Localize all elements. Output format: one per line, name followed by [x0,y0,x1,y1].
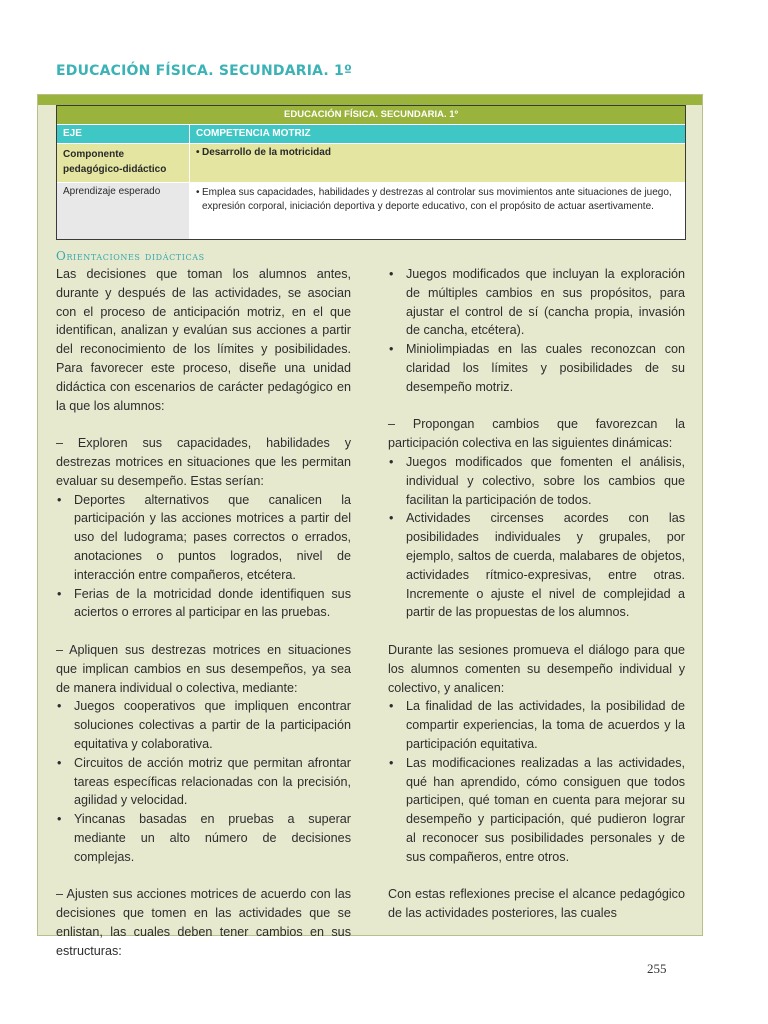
section-heading: Orientaciones didácticas [56,249,205,263]
competency-table [56,105,686,240]
explore-list [56,491,351,623]
list-item: • Las modificaciones realizadas a las actividades, qué han aprendido, cómo consiguen que todos participen, qué toman en cuenta para mejorar su desempeño y participación, qué pudieron lograr al reconocer sus posibilidades personales y de sus compañeros, entre otros. [389,755,685,864]
panel-top-band [38,95,702,105]
header-eje: EJE [57,125,189,143]
apply-intro: – Apliquen sus destrezas motrices en situaciones que implican cambios en sus desempeños, ya sea de manera individual o colectiva, mediante: [56,642,351,695]
apply-list [56,697,351,866]
aprendizaje-label: Aprendizaje esperado [57,183,189,239]
propose-list [388,453,685,622]
page-number: 255 [647,961,667,976]
list-item: • Miniolimpiadas en las cuales reconozcan con claridad los límites y posibilidades de su desempeño motriz. [389,342,685,394]
list-item: • Yincanas basadas en pruebas a superar mediante un alto número de decisiones complejas. [57,812,351,864]
header-competencia: COMPETENCIA MOTRIZ [189,125,685,143]
dialogue-list [388,697,685,866]
explore-intro: – Exploren sus capacidades, habilidades y destrezas motrices en situaciones que les permitan evaluar su desempeño. Estas serían: [56,436,351,488]
componente-row [57,143,685,182]
list-item: • Juegos modificados que incluyan la exploración de múltiples cambios en sus propósitos, para ajustar el control de sí (cancha propia, invasión de cancha, etcétera). [389,267,685,338]
componente-value: • Desarrollo de la motricidad [189,144,685,182]
list-item: • Circuitos de acción motriz que permitan afrontar tareas específicas relacionadas con la precisión, agilidad y velocidad. [57,755,351,808]
table-title: EDUCACIÓN FÍSICA. SECUNDARIA. 1º [57,106,685,124]
dialogue-intro: Durante las sesiones promueva el diálogo para que los alumnos comenten su desempeño individual y colectivo, y analicen: [388,642,685,695]
list-item: • Actividades circenses acordes con las posibilidades individuales y grupales, por ejemplo, saltos de cuerda, malabares de objetos, actividades rítmico-expresivas, entre otras. Incremente o ajuste el nivel de complejidad a partir de las propuestas de los alumnos. [389,511,685,620]
list-item: • La finalidad de las actividades, la posibilidad de compartir experiencias, la toma de acuerdos y la participación equitativa. [389,699,685,751]
table-header-row [57,124,685,143]
adjust-intro: – Ajusten sus acciones motrices de acuerdo con las decisiones que tomen en las actividades que se enlistan, las cuales deben tener cambios en sus estructuras: [56,887,351,958]
list-item: • Deportes alternativos que canalicen la participación y las acciones motrices a partir del uso del ludograma; pases correctos o errados, anotaciones o puntos logrados, nivel de interacción entre compañeros, etcétera. [57,492,351,582]
intro-paragraph: Las decisiones que toman los alumnos antes, durante y después de las actividades, se asocian con el proceso de anticipación motriz, en el que identifican, analizan y evalúan sus acciones a partir del reconocimiento de los límites y posibilidades. Para favorecer este proceso, diseñe una unidad didáctica con escenarios de carácter pedagógico en la que los alumnos: [56,267,351,413]
content-panel [37,94,703,958]
aprendizaje-value: • Emplea sus capacidades, habilidades y destrezas al controlar sus movimientos ante situaciones de juego, expresión corporal, iniciación deportiva y deporte educativo, con el propósito de actuar asertivamente. [189,183,685,239]
list-item: • Juegos modificados que fomenten el análisis, individual y colectivo, sobre los cambios que facilitan la participación de todos. [389,454,685,507]
running-title: EDUCACIÓN FÍSICA. SECUNDARIA. 1º [56,63,353,79]
list-item: • Juegos cooperativos que impliquen encontrar soluciones colectivas a partir de la participación equitativa y colaborativa. [57,699,351,751]
left-column [56,247,351,960]
propose-intro: – Propongan cambios que favorezcan la participación colectiva en las siguientes dinámicas: [388,417,685,451]
closing-paragraph: Con estas reflexiones precise el alcance pedagógico de las actividades posteriores, las cuales [388,887,685,921]
list-item: • Ferias de la motricidad donde identifiquen sus aciertos o errores al participar en las pruebas. [57,586,351,620]
right-column [388,265,685,923]
aprendizaje-row [57,182,685,239]
adjust-list [388,265,685,397]
componente-label: Componente pedagógico-didáctico [57,144,189,182]
